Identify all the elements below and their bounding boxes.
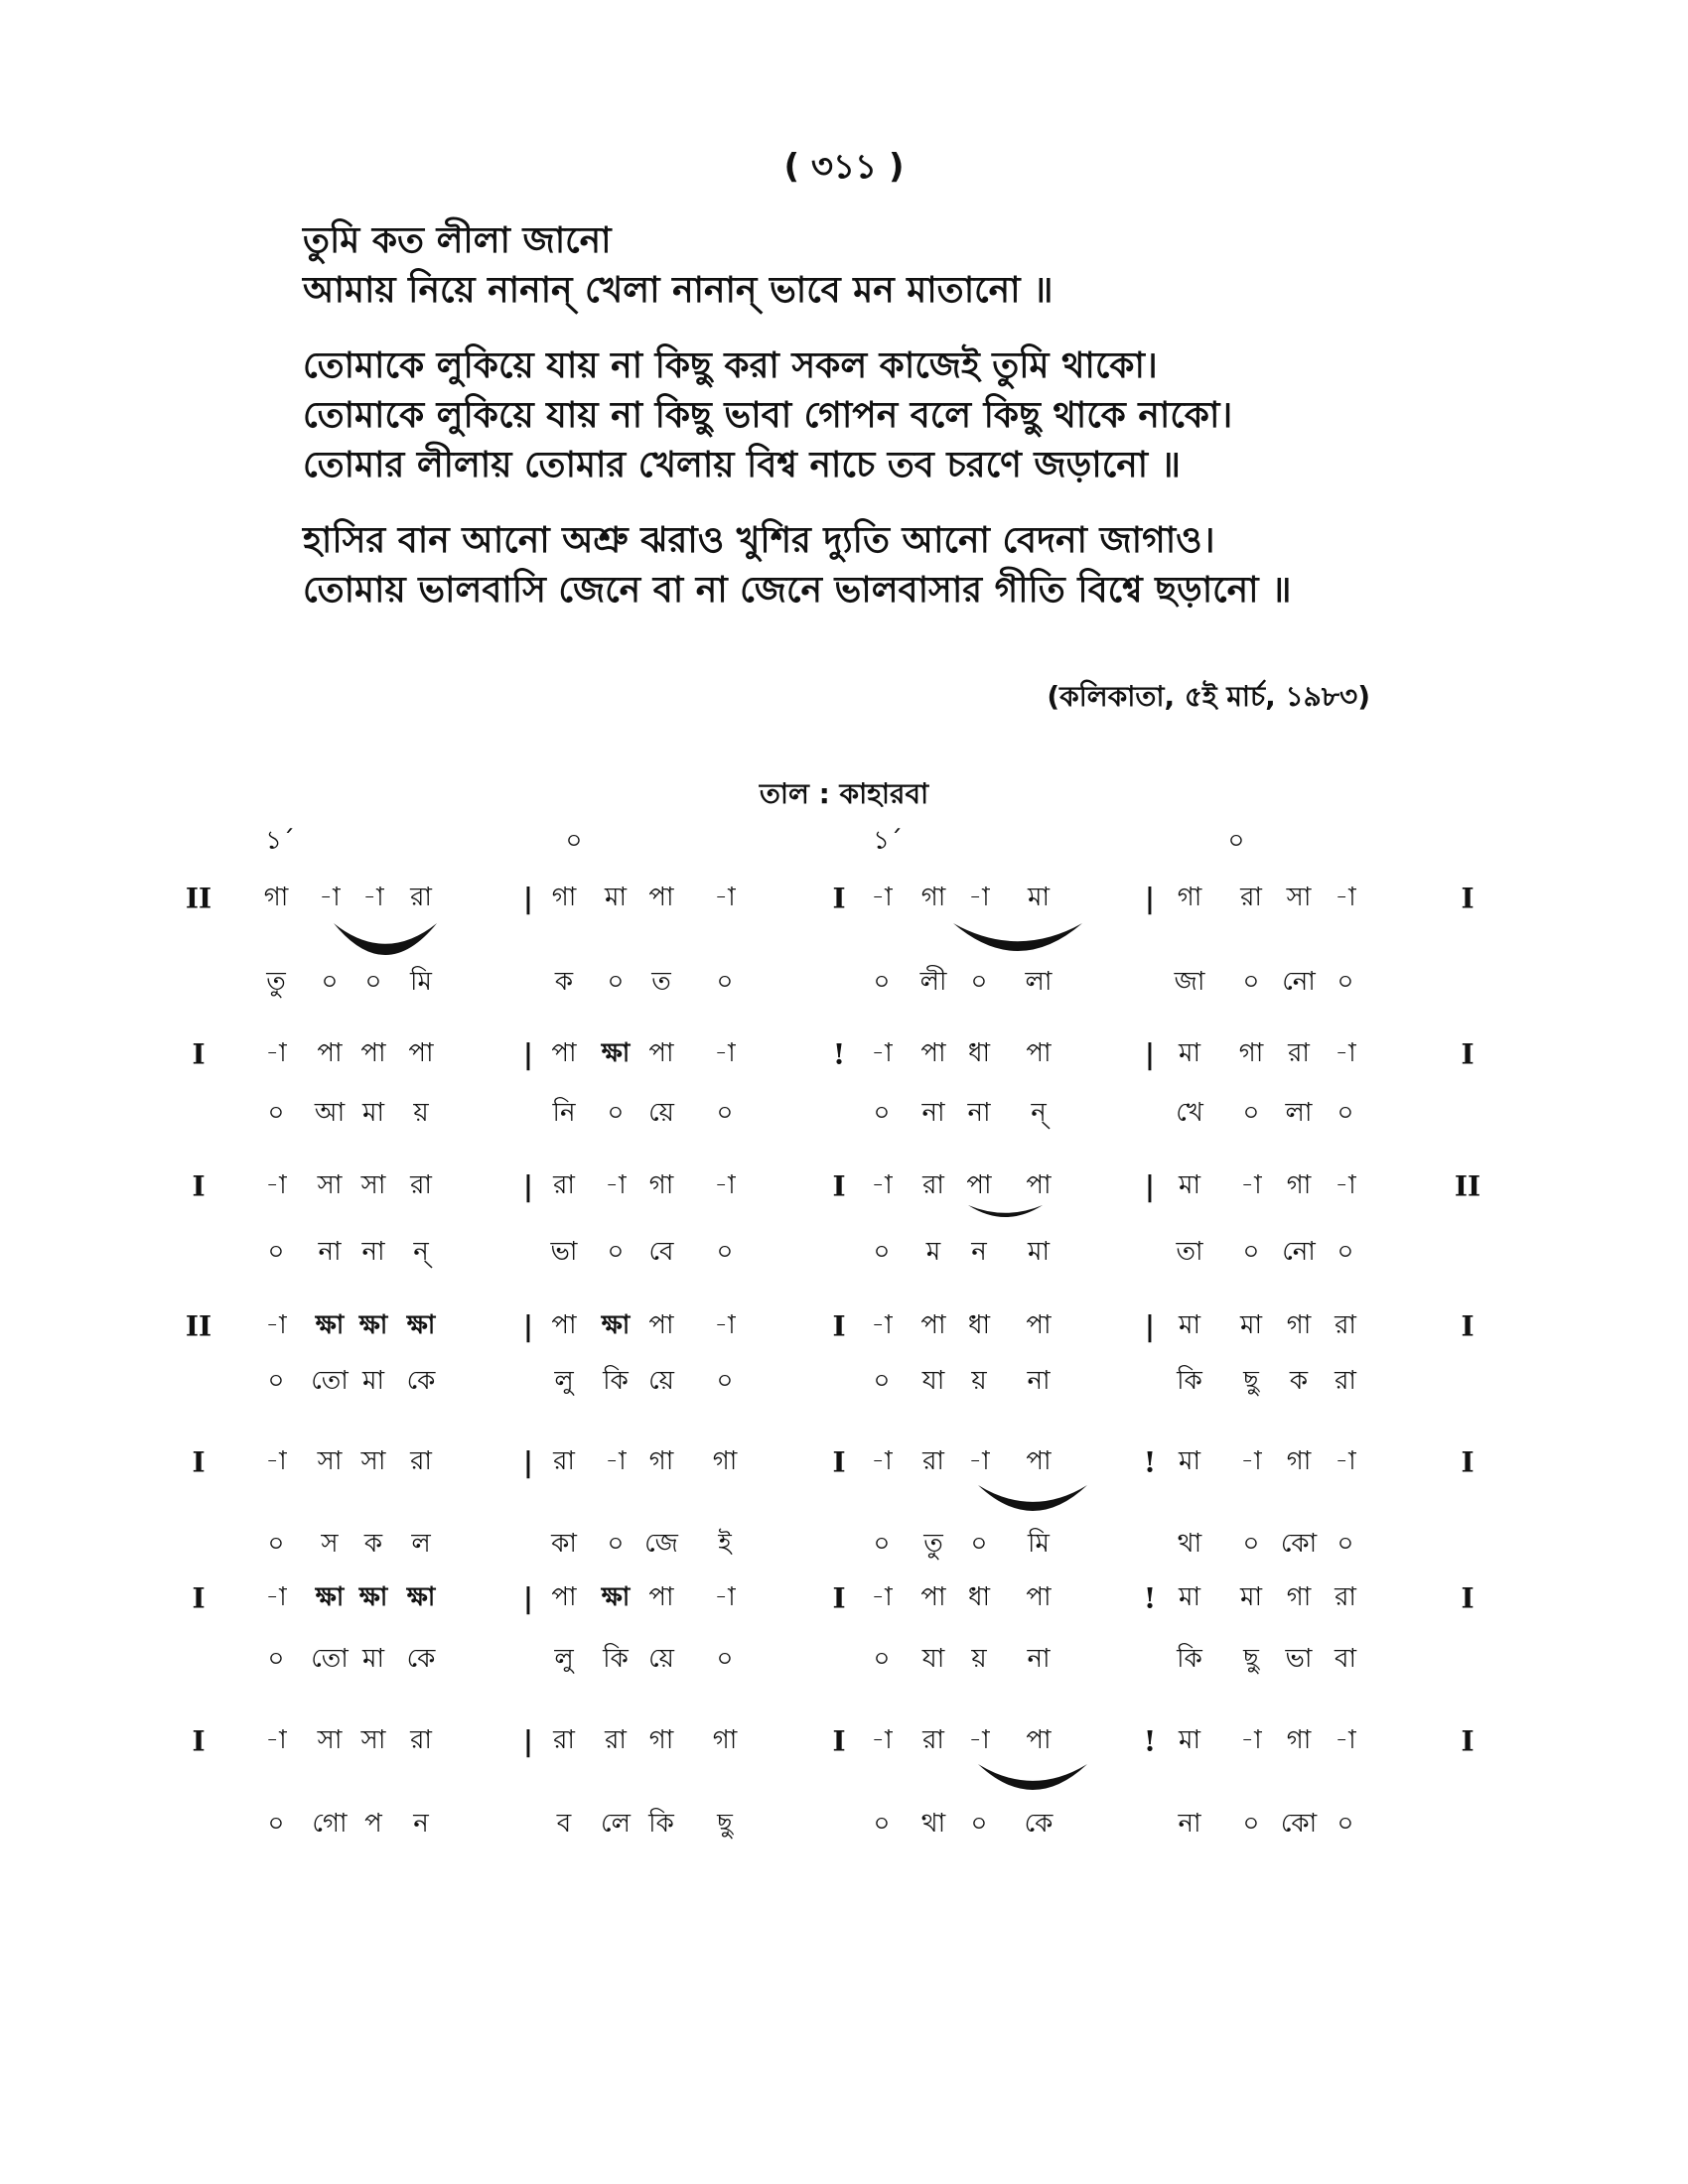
note-cell: -া: [1240, 1170, 1262, 1200]
word-cell: না: [967, 1098, 991, 1128]
word-cell: জে: [644, 1529, 678, 1559]
word-cell: না: [1027, 1366, 1051, 1396]
beat-mark: ১´: [265, 826, 295, 856]
note-cell: পা: [551, 1038, 577, 1068]
word-cell: ০: [267, 1644, 285, 1674]
word-cell: ০: [267, 1529, 285, 1559]
word-cell: ০: [267, 1809, 285, 1839]
word-cell: য়: [971, 1366, 987, 1396]
word-cell: ছু: [717, 1809, 733, 1839]
word-cell: ন: [971, 1237, 987, 1267]
bar-line-end: I: [1461, 1724, 1475, 1758]
bar-line: |: [522, 1581, 534, 1615]
bar-line: |: [522, 1037, 534, 1071]
note-cell: গা: [1286, 1582, 1312, 1612]
word-cell: ত: [651, 967, 671, 997]
note-cell: রা: [922, 1725, 944, 1755]
word-cell: না: [318, 1237, 342, 1267]
note-cell: পা: [648, 1310, 674, 1340]
word-cell: ০: [1336, 1098, 1354, 1128]
word-cell: তু: [923, 1529, 943, 1559]
word-cell: স: [321, 1529, 339, 1559]
note-cell: গা: [1286, 1446, 1312, 1476]
note-cell: -া: [1335, 883, 1356, 912]
lyric-line: আমায় নিয়ে নানান্‌ খেলা নানান্‌ ভাবে মন মাতানো ॥: [303, 270, 1054, 311]
note-cell: সা: [360, 1446, 386, 1476]
word-cell: খে: [1176, 1098, 1203, 1128]
note-cell: গা: [1238, 1038, 1264, 1068]
note-cell: গা: [920, 883, 946, 912]
word-cell: ক: [363, 1529, 383, 1559]
word-cell: থা: [920, 1809, 946, 1839]
note-cell: রা: [553, 1725, 575, 1755]
word-cell: কি: [603, 1366, 629, 1396]
bar-line: I: [832, 882, 846, 915]
note-cell: -া: [319, 883, 341, 912]
note-cell: -া: [968, 1725, 990, 1755]
word-cell: যা: [921, 1366, 945, 1396]
note-cell: -া: [265, 1038, 287, 1068]
note-cell: ক্ষা: [315, 1310, 345, 1340]
slur-arc: [978, 1485, 1087, 1511]
word-cell: ন্: [1031, 1098, 1047, 1128]
slur-arc: [953, 923, 1082, 951]
word-cell: ০: [716, 1237, 734, 1267]
word-cell: কি: [603, 1644, 629, 1674]
note-cell: ধা: [967, 1038, 991, 1068]
note-cell: পা: [1026, 1582, 1052, 1612]
bar-line: |: [522, 1445, 534, 1479]
word-cell: মা: [362, 1366, 384, 1396]
word-cell: কি: [648, 1809, 674, 1839]
note-cell: গা: [648, 1446, 674, 1476]
note-cell: গা: [712, 1446, 738, 1476]
note-cell: গা: [1286, 1310, 1312, 1340]
note-cell: পা: [1026, 1446, 1052, 1476]
page-number: ( ৩১১ ): [783, 147, 905, 187]
bar-line: I: [832, 1309, 846, 1343]
word-cell: ০: [970, 1529, 988, 1559]
note-cell: পা: [551, 1582, 577, 1612]
note-cell: রা: [410, 1170, 432, 1200]
word-cell: তু: [266, 967, 286, 997]
note-cell: পা: [1026, 1038, 1052, 1068]
note-cell: মা: [1179, 1725, 1200, 1755]
note-cell: পা: [1026, 1170, 1052, 1200]
word-cell: ০: [873, 1098, 891, 1128]
note-cell: গা: [648, 1170, 674, 1200]
word-cell: লে: [601, 1809, 631, 1839]
word-cell: ০: [970, 1809, 988, 1839]
note-cell: পা: [551, 1310, 577, 1340]
note-cell: রা: [553, 1170, 575, 1200]
note-cell: ক্ষা: [601, 1582, 631, 1612]
word-cell: কে: [406, 1644, 436, 1674]
word-cell: ন: [413, 1809, 429, 1839]
note-cell: -া: [265, 1582, 287, 1612]
word-cell: লা: [1285, 1098, 1313, 1128]
word-cell: ল: [411, 1529, 431, 1559]
note-cell: -া: [605, 1170, 627, 1200]
word-cell: না: [361, 1237, 385, 1267]
bar-line: |: [1144, 882, 1156, 915]
lyric-line: তুমি কত লীলা জানো: [303, 220, 612, 261]
note-cell: -া: [265, 1446, 287, 1476]
word-cell: কি: [1177, 1366, 1202, 1396]
word-cell: ছু: [1243, 1366, 1259, 1396]
note-cell: -া: [714, 1582, 736, 1612]
bar-line-end: I: [1461, 1037, 1475, 1071]
note-cell: রা: [410, 883, 432, 912]
bar-line: !: [1143, 1445, 1157, 1479]
word-cell: আ: [314, 1098, 346, 1128]
bar-line-end: I: [1461, 1309, 1475, 1343]
word-cell: ভা: [1285, 1644, 1313, 1674]
note-cell: গা: [263, 883, 289, 912]
note-cell: -া: [871, 883, 893, 912]
note-cell: মা: [1028, 883, 1050, 912]
note-cell: রা: [410, 1446, 432, 1476]
word-cell: ০: [1336, 1809, 1354, 1839]
bar-line: I: [832, 1169, 846, 1203]
bar-line-start: I: [192, 1581, 206, 1615]
note-cell: সা: [360, 1170, 386, 1200]
note-cell: রা: [1335, 1310, 1356, 1340]
word-cell: মা: [362, 1644, 384, 1674]
word-cell: ০: [716, 1644, 734, 1674]
note-cell: মা: [1179, 1038, 1200, 1068]
note-cell: ধা: [967, 1582, 991, 1612]
note-cell: -া: [1240, 1446, 1262, 1476]
bar-line: I: [832, 1445, 846, 1479]
bar-line-start: I: [192, 1445, 206, 1479]
word-cell: ০: [873, 1366, 891, 1396]
note-cell: ক্ষা: [406, 1582, 436, 1612]
word-cell: না: [1178, 1809, 1201, 1839]
word-cell: ম: [925, 1237, 941, 1267]
bar-line-start: I: [192, 1037, 206, 1071]
word-cell: ০: [873, 1809, 891, 1839]
note-cell: -া: [714, 883, 736, 912]
note-cell: মা: [1240, 1310, 1262, 1340]
word-cell: মি: [1028, 1529, 1050, 1559]
word-cell: ক: [1289, 1366, 1309, 1396]
bar-line: |: [522, 1309, 534, 1343]
bar-line: I: [832, 1724, 846, 1758]
word-cell: য়ে: [648, 1644, 674, 1674]
word-cell: ০: [607, 1529, 625, 1559]
bar-line-end: I: [1461, 1581, 1475, 1615]
slur-arc: [334, 923, 437, 955]
bar-line-start: I: [192, 1169, 206, 1203]
word-cell: তো: [311, 1644, 349, 1674]
note-cell: গা: [551, 883, 577, 912]
bar-line-end: I: [1461, 882, 1475, 915]
word-cell: ০: [873, 1644, 891, 1674]
bar-line: |: [1144, 1169, 1156, 1203]
note-cell: -া: [871, 1038, 893, 1068]
word-cell: ন্: [413, 1237, 429, 1267]
word-cell: লু: [554, 1366, 574, 1396]
word-cell: থা: [1177, 1529, 1202, 1559]
note-cell: -া: [1240, 1725, 1262, 1755]
source-note: (কলিকাতা, ৫ই মার্চ, ১৯৮৩): [1047, 680, 1370, 713]
note-cell: -া: [968, 883, 990, 912]
word-cell: বা: [1334, 1644, 1357, 1674]
word-cell: ব: [556, 1809, 572, 1839]
note-cell: গা: [1286, 1725, 1312, 1755]
bar-line-start: II: [185, 882, 212, 915]
slur-arc: [978, 1764, 1087, 1790]
word-cell: য়: [971, 1644, 987, 1674]
note-cell: সা: [1286, 883, 1312, 912]
note-cell: গা: [712, 1725, 738, 1755]
bar-line: |: [1144, 1037, 1156, 1071]
bar-line-start: II: [185, 1309, 212, 1343]
word-cell: তা: [1176, 1237, 1203, 1267]
note-cell: -া: [871, 1170, 893, 1200]
note-cell: -া: [1335, 1170, 1356, 1200]
note-cell: রা: [922, 1446, 944, 1476]
note-cell: মা: [1240, 1582, 1262, 1612]
word-cell: ০: [1242, 1809, 1260, 1839]
note-cell: পা: [648, 1038, 674, 1068]
word-cell: য়: [413, 1098, 429, 1128]
note-cell: পা: [317, 1038, 343, 1068]
note-cell: সা: [317, 1446, 343, 1476]
word-cell: ছু: [1243, 1644, 1259, 1674]
word-cell: ০: [873, 967, 891, 997]
bar-line: |: [1144, 1309, 1156, 1343]
word-cell: জা: [1174, 967, 1205, 997]
word-cell: যা: [921, 1644, 945, 1674]
note-cell: -া: [714, 1170, 736, 1200]
word-cell: কি: [1177, 1644, 1202, 1674]
note-cell: ক্ষা: [406, 1310, 436, 1340]
note-cell: ক্ষা: [358, 1310, 388, 1340]
word-cell: ০: [1242, 1529, 1260, 1559]
word-cell: নো: [1282, 967, 1316, 997]
word-cell: ভা: [550, 1237, 578, 1267]
note-cell: -া: [968, 1446, 990, 1476]
note-cell: পা: [920, 1582, 946, 1612]
word-cell: লী: [919, 967, 947, 997]
word-cell: রা: [1335, 1366, 1356, 1396]
word-cell: গো: [312, 1809, 348, 1839]
word-cell: ০: [1336, 967, 1354, 997]
note-cell: পা: [1026, 1725, 1052, 1755]
note-cell: গা: [648, 1725, 674, 1755]
word-cell: কে: [406, 1366, 436, 1396]
note-cell: রা: [1240, 883, 1262, 912]
note-cell: -া: [605, 1446, 627, 1476]
word-cell: না: [1027, 1644, 1051, 1674]
note-cell: পা: [360, 1038, 386, 1068]
bar-line: |: [522, 882, 534, 915]
word-cell: ০: [364, 967, 382, 997]
word-cell: ০: [1336, 1529, 1354, 1559]
word-cell: মি: [410, 967, 432, 997]
note-cell: রা: [922, 1170, 944, 1200]
note-cell: ক্ষা: [315, 1582, 345, 1612]
word-cell: ০: [321, 967, 339, 997]
note-cell: সা: [317, 1725, 343, 1755]
word-cell: ০: [873, 1529, 891, 1559]
word-cell: লু: [554, 1644, 574, 1674]
note-cell: মা: [1179, 1310, 1200, 1340]
word-cell: নি: [552, 1098, 576, 1128]
note-cell: ক্ষা: [358, 1582, 388, 1612]
note-cell: -া: [362, 883, 384, 912]
note-cell: পা: [1026, 1310, 1052, 1340]
word-cell: লা: [1025, 967, 1053, 997]
bar-line-end: I: [1461, 1445, 1475, 1479]
note-cell: রা: [1288, 1038, 1310, 1068]
note-cell: ধা: [967, 1310, 991, 1340]
word-cell: ই: [718, 1529, 732, 1559]
note-cell: রা: [605, 1725, 627, 1755]
slur-arc: [968, 1205, 1043, 1217]
note-cell: সা: [360, 1725, 386, 1755]
note-cell: মা: [1179, 1170, 1200, 1200]
note-cell: -া: [714, 1310, 736, 1340]
bar-line: !: [1143, 1724, 1157, 1758]
word-cell: মা: [362, 1098, 384, 1128]
note-cell: রা: [1335, 1582, 1356, 1612]
note-cell: পা: [408, 1038, 434, 1068]
bar-line-end: II: [1454, 1169, 1481, 1203]
bar-line: !: [832, 1037, 846, 1071]
word-cell: য়ে: [648, 1098, 674, 1128]
note-cell: -া: [871, 1725, 893, 1755]
note-cell: পা: [648, 1582, 674, 1612]
word-cell: ০: [267, 1366, 285, 1396]
word-cell: ০: [1242, 967, 1260, 997]
word-cell: বে: [648, 1237, 674, 1267]
note-cell: মা: [1179, 1582, 1200, 1612]
beat-mark: ১´: [873, 826, 903, 856]
word-cell: ০: [716, 1098, 734, 1128]
lyric-line: তোমায় ভালবাসি জেনে বা না জেনে ভালবাসার গীতি বিশ্বে ছড়ানো ॥: [303, 570, 1292, 611]
note-cell: -া: [1335, 1038, 1356, 1068]
lyric-line: তোমার লীলায় তোমার খেলায় বিশ্ব নাচে তব চরণে জড়ানো ॥: [303, 445, 1182, 485]
word-cell: ০: [607, 1098, 625, 1128]
word-cell: কো: [1280, 1809, 1318, 1839]
word-cell: ০: [1336, 1237, 1354, 1267]
word-cell: ০: [873, 1237, 891, 1267]
bar-line: I: [832, 1581, 846, 1615]
note-cell: পা: [920, 1038, 946, 1068]
word-cell: ০: [607, 967, 625, 997]
word-cell: মা: [1028, 1237, 1050, 1267]
bar-line: |: [522, 1724, 534, 1758]
bar-line: |: [522, 1169, 534, 1203]
word-cell: ০: [970, 967, 988, 997]
word-cell: ০: [267, 1098, 285, 1128]
word-cell: য়ে: [648, 1366, 674, 1396]
note-cell: গা: [1286, 1170, 1312, 1200]
note-cell: রা: [410, 1725, 432, 1755]
note-cell: -া: [714, 1038, 736, 1068]
note-cell: ক্ষা: [601, 1310, 631, 1340]
note-cell: মা: [605, 883, 627, 912]
beat-mark: ০: [565, 826, 583, 856]
note-cell: -া: [871, 1446, 893, 1476]
note-cell: -া: [1335, 1725, 1356, 1755]
note-cell: -া: [265, 1725, 287, 1755]
word-cell: ক: [554, 967, 574, 997]
note-cell: -া: [871, 1582, 893, 1612]
note-cell: পা: [966, 1170, 992, 1200]
lyric-line: তোমাকে লুকিয়ে যায় না কিছু ভাবা গোপন বলে কিছু থাকে নাকো।: [303, 395, 1233, 436]
word-cell: ০: [267, 1237, 285, 1267]
word-cell: ০: [607, 1237, 625, 1267]
note-cell: পা: [648, 883, 674, 912]
note-cell: -া: [1335, 1446, 1356, 1476]
word-cell: ০: [716, 967, 734, 997]
note-cell: -া: [871, 1310, 893, 1340]
word-cell: কো: [1280, 1529, 1318, 1559]
word-cell: ০: [716, 1366, 734, 1396]
word-cell: না: [921, 1098, 945, 1128]
note-cell: ক্ষা: [601, 1038, 631, 1068]
note-cell: -া: [265, 1170, 287, 1200]
word-cell: কে: [1024, 1809, 1054, 1839]
word-cell: প: [364, 1809, 382, 1839]
note-cell: সা: [317, 1170, 343, 1200]
beat-mark: ০: [1227, 826, 1245, 856]
lyric-line: তোমাকে লুকিয়ে যায় না কিছু করা সকল কাজেই তুমি থাকো।: [303, 345, 1158, 386]
note-cell: গা: [1177, 883, 1202, 912]
word-cell: তো: [311, 1366, 349, 1396]
bar-line-start: I: [192, 1724, 206, 1758]
word-cell: ০: [1242, 1237, 1260, 1267]
note-cell: রা: [553, 1446, 575, 1476]
note-cell: পা: [920, 1310, 946, 1340]
word-cell: নো: [1282, 1237, 1316, 1267]
note-cell: -া: [265, 1310, 287, 1340]
word-cell: কা: [551, 1529, 577, 1559]
note-cell: মা: [1179, 1446, 1200, 1476]
word-cell: ০: [1242, 1098, 1260, 1128]
lyric-line: হাসির বান আনো অশ্রু ঝরাও খুশির দ্যুতি আনো বেদনা জাগাও।: [303, 520, 1215, 561]
tala-heading: তাল : কাহারবা: [759, 777, 929, 810]
bar-line: !: [1143, 1581, 1157, 1615]
